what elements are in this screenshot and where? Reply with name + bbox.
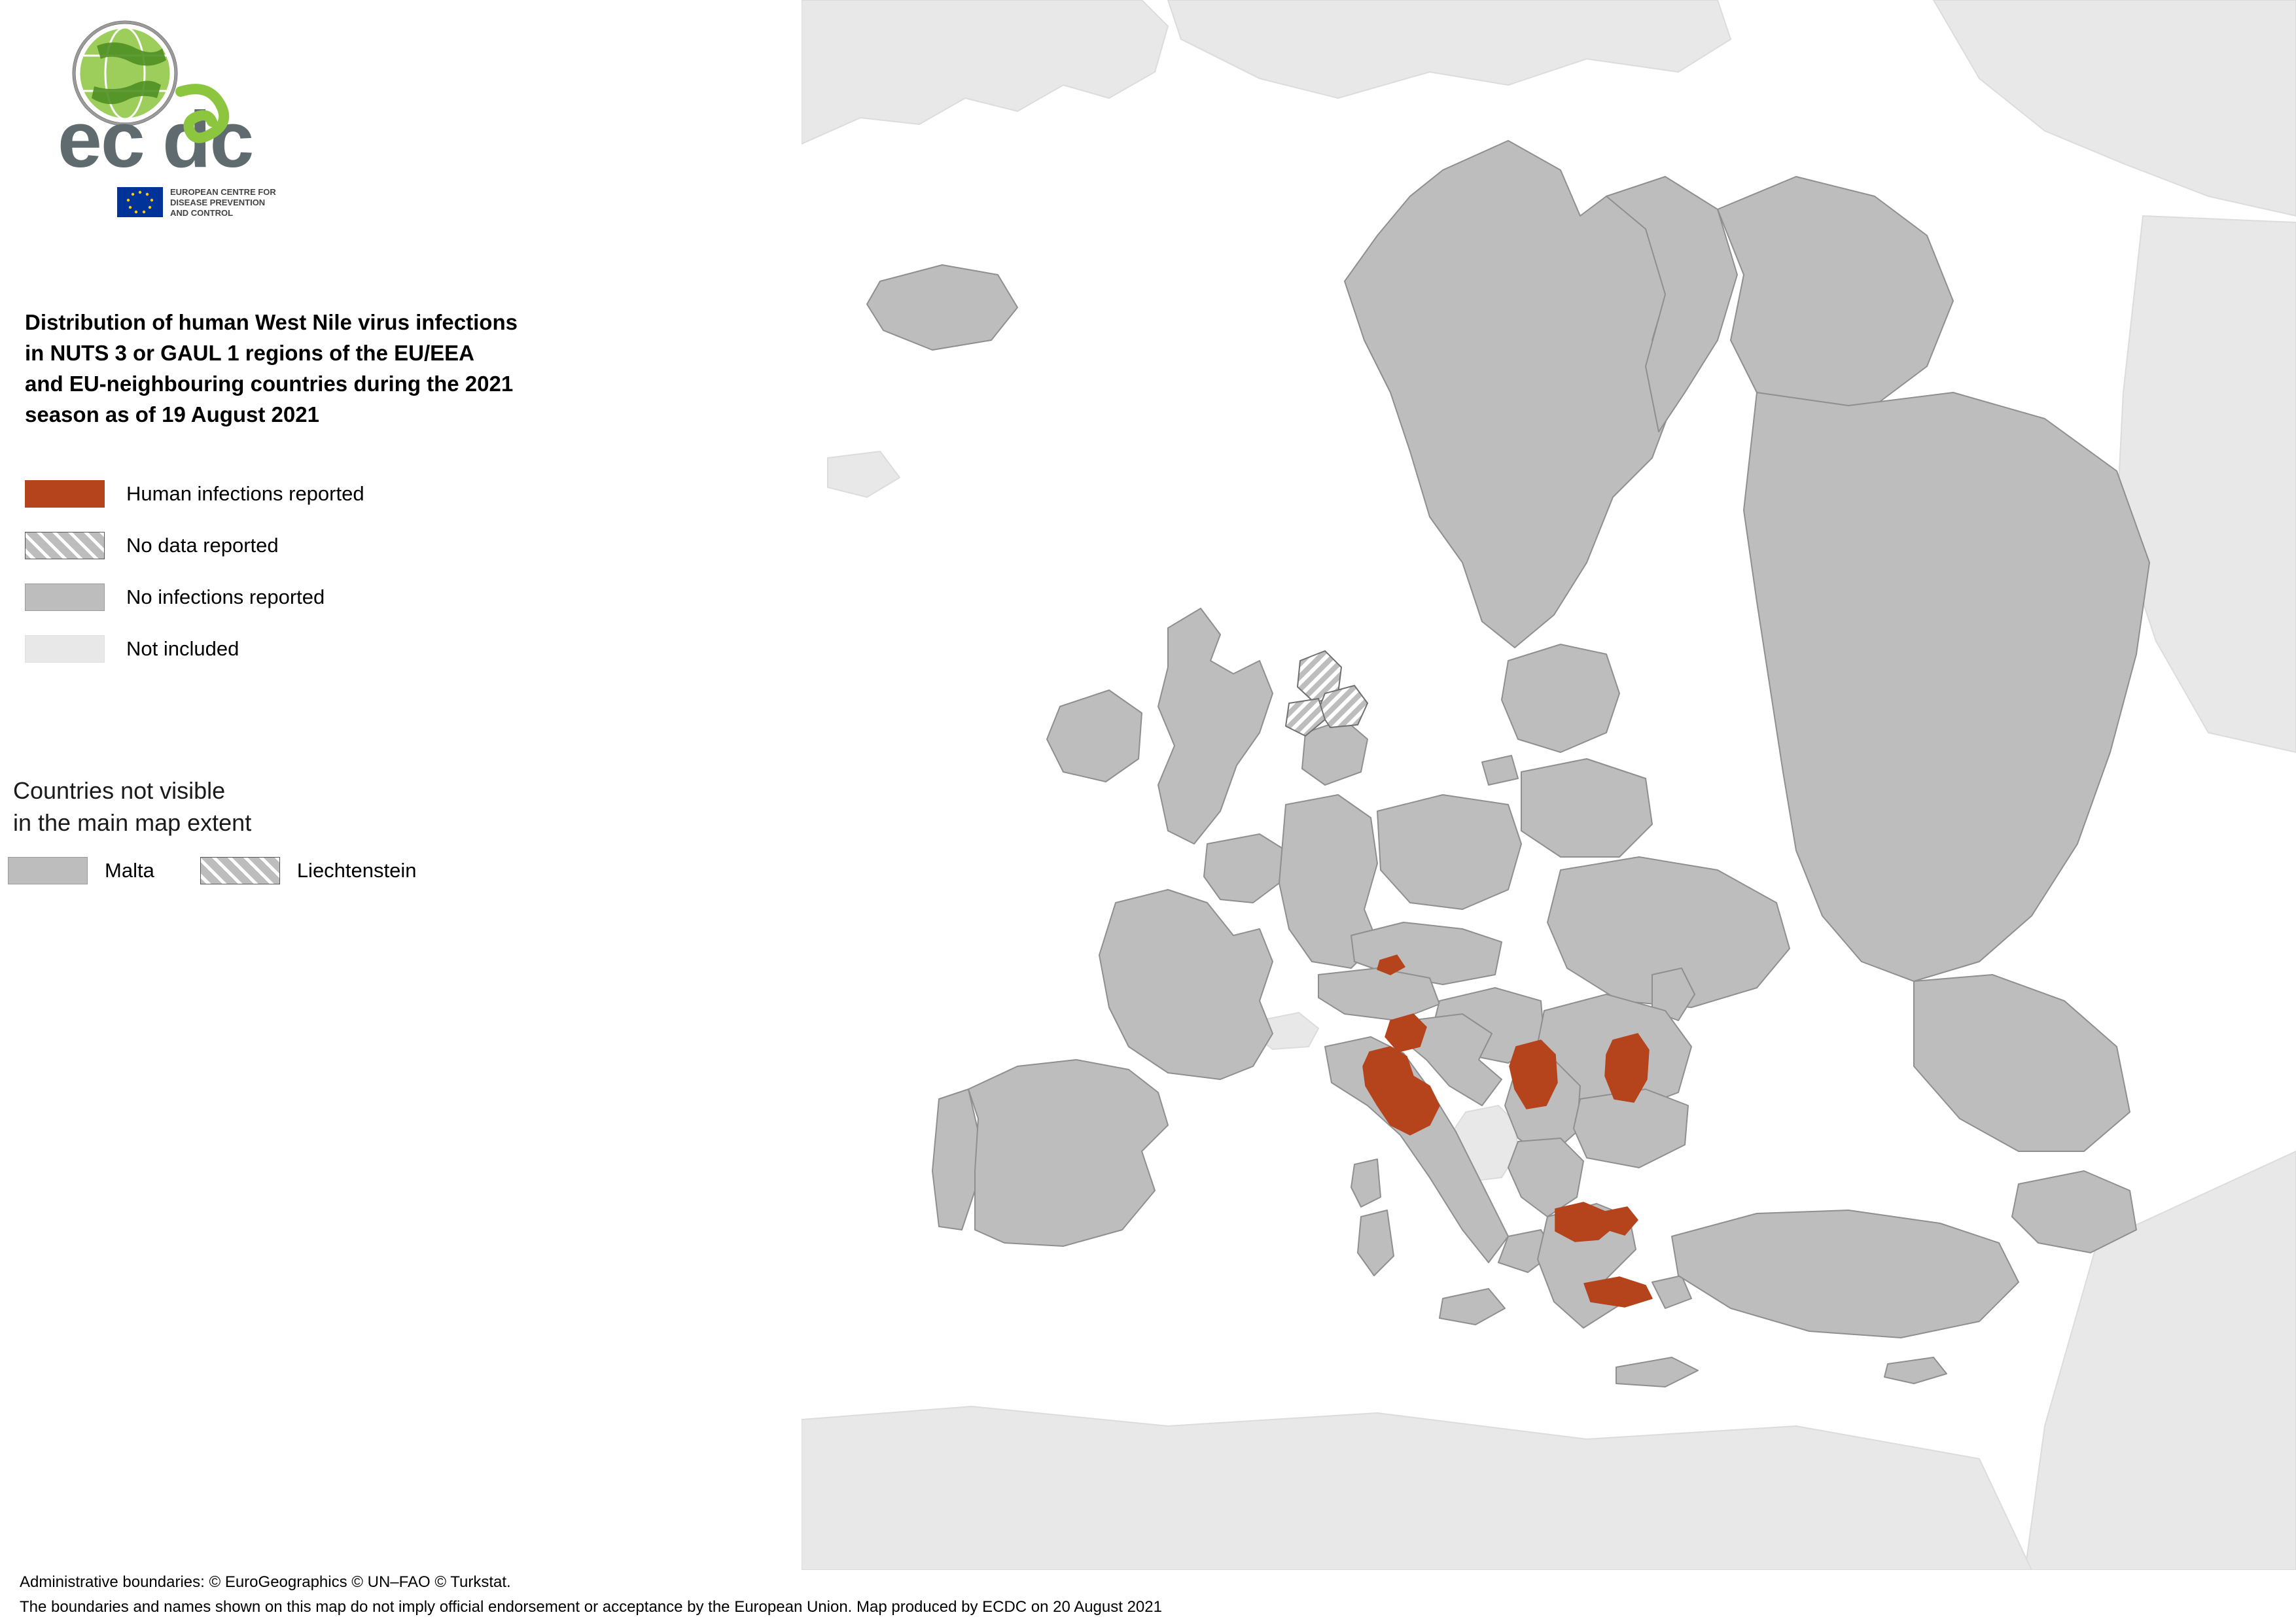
svg-text:EUROPEAN CENTRE FOR: EUROPEAN CENTRE FOR <box>170 187 276 197</box>
footer-disclaimer: The boundaries and names shown on this map do not imply official endorsement or acceptance by the European Union. Map produced by ECDC on 20 August 2021 <box>20 1598 1162 1616</box>
legend-item-no-data <box>25 519 758 571</box>
ecdc-logo <box>31 13 306 222</box>
not-visible-swatch-malta <box>8 857 88 884</box>
legend-label-no-data: No data reported <box>126 533 279 557</box>
legend-item-not-included <box>25 623 758 674</box>
not-visible-swatch-liechtenstein <box>200 857 280 884</box>
map-title <box>25 307 771 430</box>
not-visible-label-malta: Malta <box>105 859 154 882</box>
legend-swatch-human-infections <box>25 480 105 508</box>
map-footer <box>20 1570 2270 1620</box>
not-visible-item-liechtenstein <box>200 857 417 884</box>
legend-swatch-no-infections <box>25 584 105 611</box>
svg-text:ec: ec <box>58 95 144 184</box>
eu-flag-icon <box>116 186 164 218</box>
countries-not-visible-heading <box>13 775 767 839</box>
not-visible-label-liechtenstein: Liechtenstein <box>296 859 417 882</box>
countries-not-visible-heading-line-1: Countries not visible <box>13 777 226 804</box>
map-title-line-4: season as of 19 August 2021 <box>25 402 319 427</box>
legend-item-human-infections <box>25 468 758 519</box>
map-title-line-3: and EU-neighbouring countries during the 2021 <box>25 371 514 396</box>
europe-map <box>802 0 2296 1570</box>
legend-label-no-infections: No infections reported <box>126 585 325 608</box>
legend-item-no-infections <box>25 571 758 623</box>
legend-label-human-infections: Human infections reported <box>126 481 364 505</box>
legend-swatch-no-data <box>25 532 105 559</box>
svg-text:AND CONTROL: AND CONTROL <box>170 208 234 218</box>
legend-swatch-not-included <box>25 635 105 663</box>
map-title-line-1: Distribution of human West Nile virus infections <box>25 310 518 334</box>
map-legend <box>25 468 758 674</box>
countries-not-visible-block <box>8 775 767 884</box>
svg-text:dc: dc <box>162 95 253 184</box>
countries-not-visible-heading-line-2: in the main map extent <box>13 809 252 836</box>
not-visible-item-malta <box>8 857 154 884</box>
map-title-line-2: in NUTS 3 or GAUL 1 regions of the EU/EEA <box>25 340 474 365</box>
svg-text:DISEASE PREVENTION: DISEASE PREVENTION <box>170 198 266 207</box>
legend-label-not-included: Not included <box>126 636 239 660</box>
footer-attribution: Administrative boundaries: © EuroGeographics © UN–FAO © Turkstat. <box>20 1573 511 1591</box>
map-panel <box>802 0 2296 1570</box>
